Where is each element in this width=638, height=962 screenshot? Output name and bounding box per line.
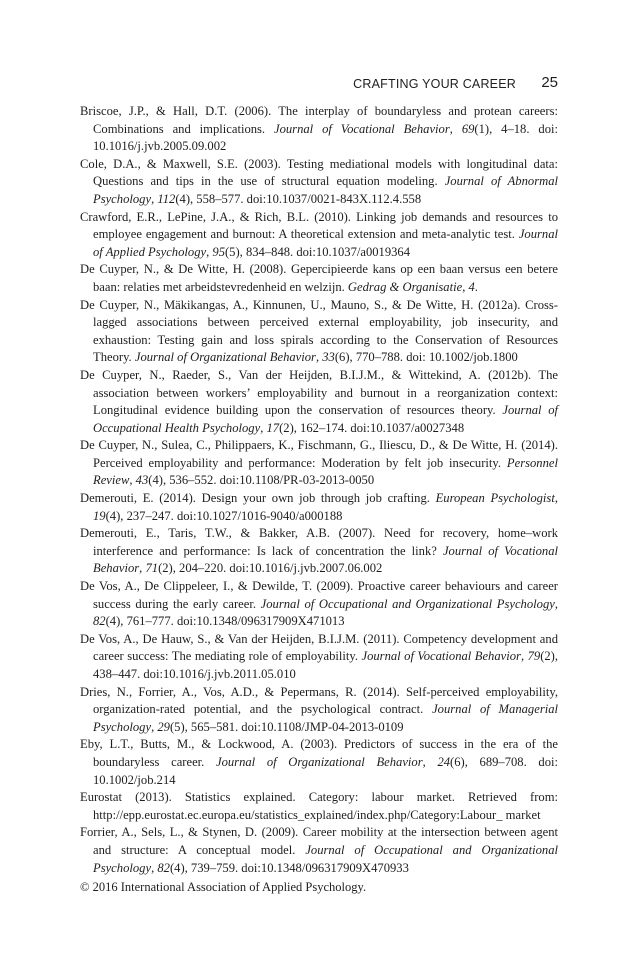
reference-text: (6), 770–788. doi: 10.1002/job.1800: [334, 350, 518, 365]
reference-italic-text: 24: [437, 754, 451, 769]
reference-italic-text: Gedrag & Organisatie: [347, 279, 463, 294]
reference-text: De Cuyper, N., Sulea, C., Philippaers, K., Fischmann, G., Iliescu, D., & De Witte, H. (2014). Perceived employability and performance: Moderation by felt job insecurity.: [80, 438, 558, 470]
reference-text: Eurostat (2013). Statistics explained. Category: labour market. Retrieved from: http://epp.eurostat.ec.europa.eu/statistics_explained/index.php/Category:Labour_ market: [80, 790, 558, 822]
reference-text: Forrier, A., Sels, L., & Stynen, D. (2009). Career mobility at the intersection between agent and structure: A conceptual model.: [80, 825, 558, 857]
reference-italic-text: 79: [527, 649, 541, 664]
reference-entry: [80, 156, 558, 209]
reference-text: Demerouti, E. (2014). Design your own job through job crafting.: [80, 491, 436, 506]
reference-text: ,: [449, 121, 462, 136]
reference-text: Demerouti, E., Taris, T.W., & Bakker, A.B. (2007). Need for recovery, home–work interference and performance: Is lack of concentration the link?: [80, 526, 558, 558]
reference-italic-text: 69: [461, 121, 475, 136]
reference-italic-text: Journal of Organizational Behavior: [215, 754, 423, 769]
reference-entry: [80, 209, 558, 262]
reference-text: ,: [462, 279, 469, 294]
reference-text: Eby, L.T., Butts, M., & Lockwood, A. (2003). Predictors of success in the era of the boundaryless career.: [80, 737, 558, 769]
reference-entry: [80, 789, 558, 824]
reference-italic-text: 71: [145, 561, 159, 576]
reference-text: Briscoe, J.P., & Hall, D.T. (2006). The interplay of boundaryless and protean careers: Combinations and implications.: [80, 104, 558, 136]
reference-entry: [80, 684, 558, 737]
reference-italic-text: Journal of Occupational and Organizational Psychology: [93, 842, 558, 875]
reference-text: De Cuyper, N., & De Witte, H. (2008). Gepercipieerde kans op een baan versus een betere baan: relaties met arbeidstevredenheid en welzijn.: [80, 262, 558, 294]
copyright-footer: © 2016 International Association of Applied Psychology.: [80, 880, 367, 894]
reference-entry: [80, 736, 558, 789]
reference-list: [80, 103, 558, 877]
reference-text: ,: [260, 420, 267, 435]
reference-text: ,: [554, 596, 558, 611]
reference-text: Dries, N., Forrier, A., Vos, A.D., & Pepermans, R. (2014). Self-perceived employability, organization-rated potential, and the psychological contract.: [80, 684, 558, 717]
reference-text: (2), 204–220. doi:10.1016/j.jvb.2007.06.002: [158, 561, 383, 576]
reference-entry: [80, 261, 558, 296]
reference-italic-text: 43: [135, 473, 149, 488]
reference-text: ,: [554, 491, 558, 506]
reference-entry: [80, 437, 558, 490]
reference-italic-text: Journal of Occupational and Organizational Psychology: [260, 596, 555, 611]
reference-text: (4), 558–577. doi:10.1037/0021-843X.112.4.558: [175, 191, 422, 206]
reference-text: (4), 536–552. doi:10.1108/PR-03-2013-0050: [148, 473, 375, 488]
reference-text: ,: [151, 719, 158, 734]
reference-italic-text: Journal of Organizational Behavior: [134, 350, 316, 365]
reference-italic-text: 4: [468, 279, 475, 294]
reference-italic-text: Personnel Review: [93, 455, 558, 488]
reference-italic-text: 112: [157, 191, 176, 206]
reference-italic-text: Journal of Applied Psychology: [93, 227, 558, 259]
reference-text: (2), 162–174. doi:10.1037/a0027348: [279, 420, 465, 435]
reference-text: ,: [139, 561, 146, 576]
page-header: [80, 74, 558, 94]
reference-text: ,: [129, 473, 136, 488]
reference-text: (4), 739–759. doi:10.1348/096317909X470933: [169, 860, 409, 875]
reference-text: ,: [315, 350, 323, 365]
reference-entry: [80, 367, 558, 437]
reference-entry: [80, 297, 558, 367]
reference-italic-text: 82: [93, 614, 106, 629]
reference-entry: [80, 103, 558, 156]
reference-entry: [80, 525, 558, 578]
reference-text: De Cuyper, N., Mäkikangas, A., Kinnunen, U., Mauno, S., & De Witte, H. (2012a). Cross-lagged associations between perceived external employability, job insecurity, and exhaustion: Testing gain and loss spirals according to the Conservation of Resources Theory.: [80, 297, 558, 365]
reference-italic-text: Journal of Vocational Behavior: [93, 543, 559, 576]
reference-text: (5), 834–848. doi:10.1037/a0019364: [224, 244, 411, 259]
running-head: CRAFTING YOUR CAREER: [353, 77, 516, 91]
reference-entry: [80, 490, 558, 525]
reference-text: ,: [151, 860, 158, 875]
reference-text: (4), 237–247. doi:10.1027/1016-9040/a000188: [105, 508, 343, 523]
reference-italic-text: Journal of Abnormal Psychology: [93, 174, 558, 206]
reference-italic-text: Journal of Occupational Health Psychology: [93, 403, 559, 435]
reference-text: Cole, D.A., & Maxwell, S.E. (2003). Testing mediational models with longitudinal data: Questions and tips in the use of structural equation modeling.: [80, 156, 558, 189]
reference-italic-text: 19: [93, 508, 106, 523]
reference-text: (1), 4–18. doi: 10.1016/j.jvb.2005.09.002: [93, 121, 558, 154]
reference-text: De Vos, A., De Clippeleer, I., & Dewilde, T. (2009). Proactive career behaviours and career success during the early career.: [80, 579, 558, 611]
reference-text: Crawford, E.R., LePine, J.A., & Rich, B.L. (2010). Linking job demands and resources to employee engagement and burnout: A theoretical extension and meta-analytic test.: [80, 209, 558, 242]
reference-text: (4), 761–777. doi:10.1348/096317909X471013: [105, 614, 345, 629]
reference-italic-text: 17: [266, 420, 280, 435]
reference-text: .: [474, 279, 478, 294]
reference-italic-text: Journal of Managerial Psychology: [93, 702, 559, 734]
reference-italic-text: 82: [157, 860, 170, 875]
reference-entry: [80, 578, 558, 631]
reference-entry: [80, 631, 558, 684]
page-number: 25: [541, 74, 558, 91]
reference-text: (2), 438–447. doi:10.1016/j.jvb.2011.05.010: [93, 649, 559, 681]
reference-entry: [80, 824, 558, 877]
reference-italic-text: European Psychologist: [435, 491, 555, 506]
reference-italic-text: 33: [322, 350, 335, 365]
reference-text: (6), 689–708. doi: 10.1002/job.214: [93, 754, 559, 787]
reference-text: (5), 565–581. doi:10.1108/JMP-04-2013-0109: [169, 719, 404, 734]
reference-italic-text: Journal of Vocational Behavior: [274, 121, 450, 136]
reference-text: ,: [422, 754, 438, 769]
reference-text: ,: [520, 649, 528, 664]
reference-text: ,: [151, 191, 158, 206]
reference-text: De Vos, A., De Hauw, S., & Van der Heijden, B.I.J.M. (2011). Competency development and career success: The mediating role of employability.: [80, 631, 558, 664]
reference-italic-text: Journal of Vocational Behavior: [361, 649, 521, 664]
reference-text: ,: [206, 244, 213, 259]
reference-italic-text: 95: [212, 244, 225, 259]
reference-text: De Cuyper, N., Raeder, S., Van der Heijden, B.I.J.M., & Wittekind, A. (2012b). The association between workers’ employability and burnout in a reorganization context: Longitudinal evidence building upon the conservation of resources theory.: [80, 367, 558, 418]
reference-italic-text: 29: [157, 719, 170, 734]
